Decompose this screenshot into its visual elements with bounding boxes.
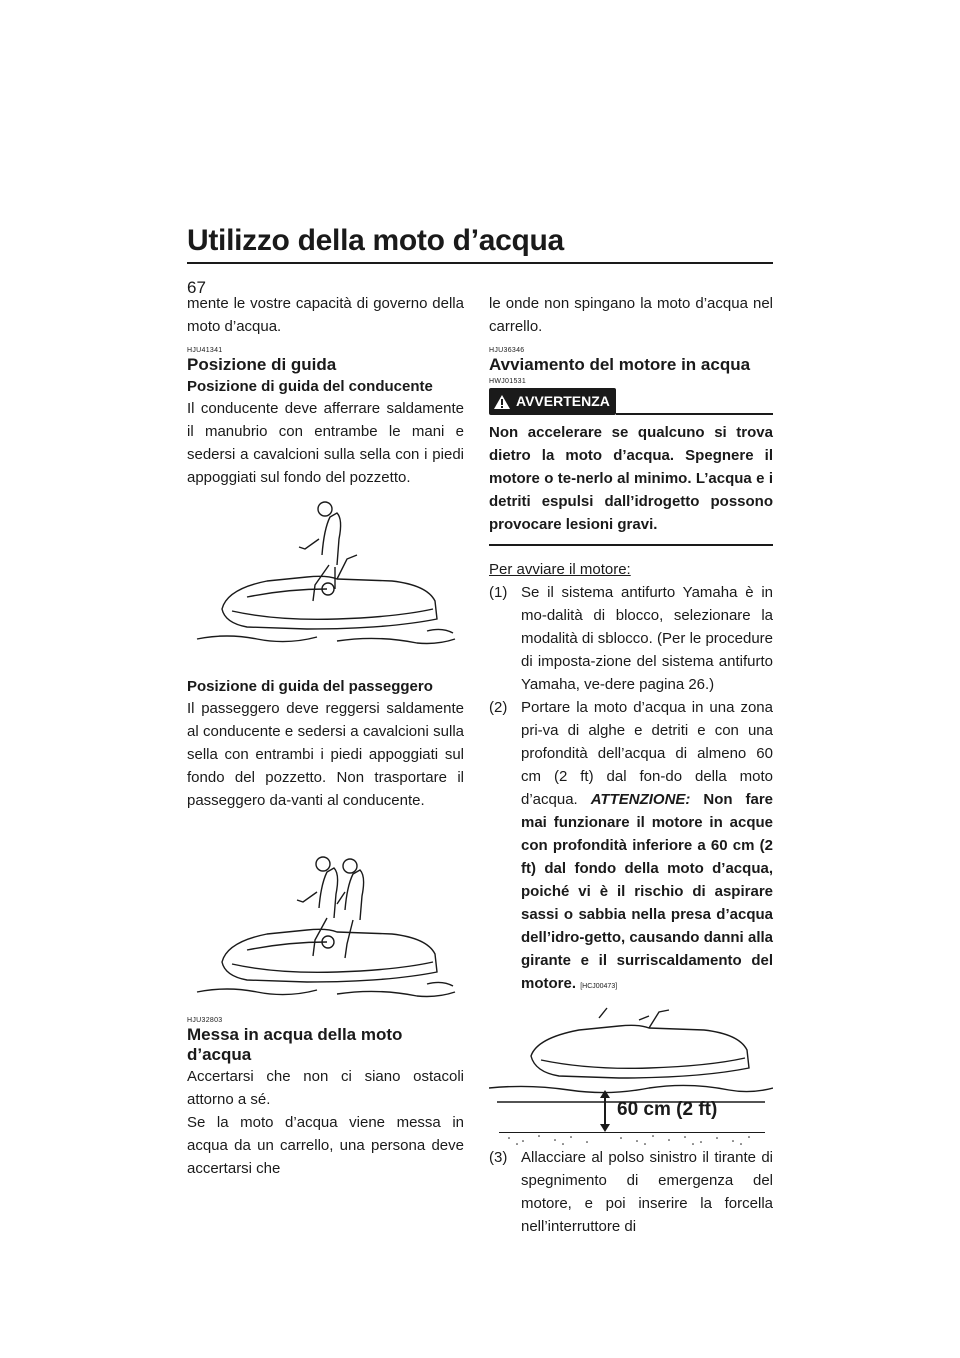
attention-label: ATTENZIONE:: [590, 791, 691, 808]
warning-triangle-icon: [493, 394, 511, 410]
left-column: [187, 292, 464, 1180]
list-item: [489, 581, 773, 696]
steps-intro: Per avviare il motore:: [489, 561, 631, 578]
section-title: Avviamento del motore in acqua: [489, 355, 751, 374]
warning-label: AVVERTENZA: [516, 393, 610, 409]
intro-text: mente le vostre capacità di governo della moto d’acqua.: [187, 295, 464, 335]
section-code: HJU41341: [187, 347, 223, 354]
attention-text: Non fare mai funzionare il motore in acque con profondità inferiore a 60 cm (2 ft) dal fondo della moto d’acqua, poiché vi è il rischio di aspirare sassi o sabbia nella presa d’acqua dell’idro-getto, causando danni alla girante e il surriscaldamento del motore.: [521, 791, 774, 992]
continued-text: le onde non spingano la moto d’acqua nel carrello.: [489, 295, 773, 335]
page-title: Utilizzo della moto d’acqua: [187, 224, 564, 257]
step-number: (1): [489, 584, 508, 601]
step-text: Portare la moto d’acqua in una zona pri-va di alghe e detriti e con una profondità dell’acqua di almeno 60 cm (2 ft) dal fon-do della moto d’acqua.: [521, 699, 773, 808]
attention-code: [HCJ00473]: [580, 983, 618, 990]
warning-rule: [616, 413, 773, 415]
subsection-title: Posizione di guida del conducente: [187, 378, 433, 395]
step-number: (3): [489, 1149, 508, 1166]
page-number: 67: [187, 278, 206, 297]
passenger-text: Il passeggero deve reggersi saldamente al conducente e sedersi a cavalcioni sulla sella con entrambi i piedi appoggiati sul fondo del pozzetto. Non trasportare il passeggero da-vanti al conducente.: [187, 700, 464, 809]
step-text: Se il sistema antifurto Yamaha è in mo-dalità di blocco, selezionare la modalità di sblocco. (Per le procedure di imposta-zione del sistema antifurto Yamaha, ve-dere pagina 26.): [521, 584, 773, 693]
subsection-title: Posizione di guida del passeggero: [187, 678, 433, 695]
warning-badge: [489, 388, 616, 415]
section-code: HJU36346: [489, 347, 525, 354]
section-title: Messa in acqua della moto d’acqua: [187, 1025, 403, 1064]
step-content: [521, 696, 773, 998]
depth-illustration: [489, 998, 773, 1146]
launch-text-1: Accertarsi che non ci siano ostacoli attorno a sé.: [187, 1068, 464, 1108]
header-rule: [187, 262, 773, 264]
driver-text: Il conducente deve afferrare saldamente il manubrio con entrambe le mani e sedersi a cavalcioni sulla sella con i piedi appoggiati sul fondo del pozzetto.: [187, 400, 464, 486]
passenger-illustration: [187, 812, 464, 1008]
section-code: HJU32803: [187, 1017, 223, 1024]
depth-label: 60 cm (2 ft): [617, 1099, 718, 1120]
step-number: (2): [489, 699, 508, 716]
list-item: [489, 1146, 773, 1238]
list-item: [489, 696, 773, 998]
step-text: Allacciare al polso sinistro il tirante di spegnimento di emergenza del motore, e poi inserire la forcella nell’interruttore di: [521, 1149, 773, 1235]
right-column: [489, 292, 773, 1238]
section-title: Posizione di guida: [187, 355, 337, 374]
warning-box: [489, 388, 773, 546]
warning-rule: [489, 544, 773, 546]
warning-text: Non accelerare se qualcuno si trova dietro la moto d’acqua. Spegnere il motore o te-nerlo al minimo. L’acqua e i detriti espulsi dall’idrogetto possono provocare lesioni gravi.: [489, 424, 773, 533]
driver-illustration: [187, 489, 464, 677]
warning-code: HWJ01531: [489, 378, 527, 385]
launch-text-2: Se la moto d’acqua viene messa in acqua da un carrello, una persona deve accertarsi che: [187, 1114, 464, 1177]
